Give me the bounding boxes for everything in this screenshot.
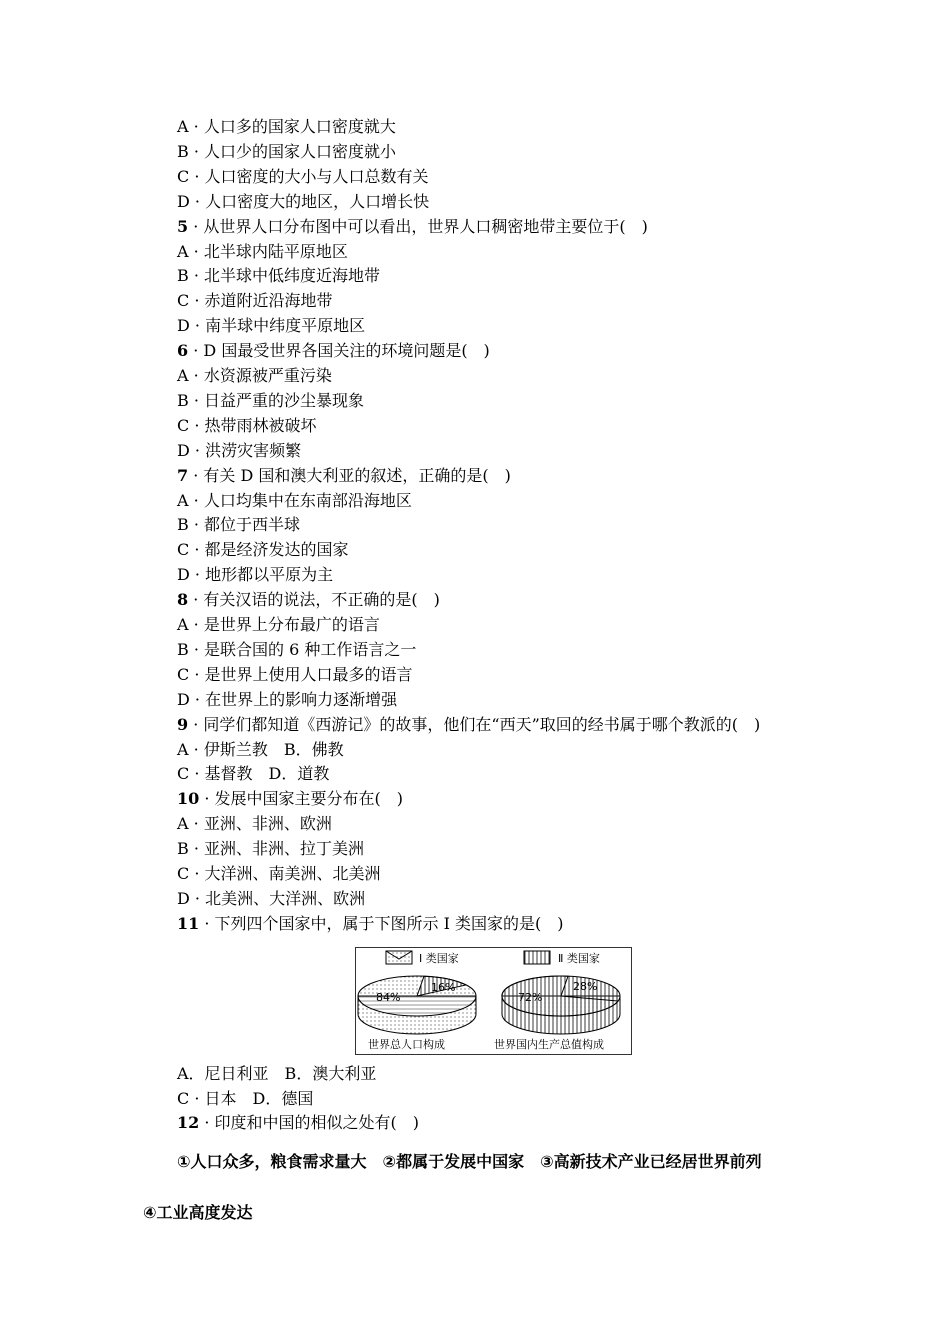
- line-text: C · 赤道附近沿海地带: [177, 291, 333, 311]
- line-text: C · 热带雨林被破坏: [177, 415, 317, 435]
- caption-gdp: 世界国内生产总值构成: [494, 1038, 604, 1051]
- question-number: 8: [177, 590, 189, 610]
- line-text: B · 北半球中低纬度近海地带: [177, 266, 381, 286]
- line-text: B · 是联合国的 6 种工作语言之一: [177, 639, 417, 659]
- answer-option: [177, 366, 332, 386]
- answer-option: [177, 416, 317, 436]
- legend-type2-label: Ⅱ 类国家: [558, 952, 600, 965]
- answer-option: [177, 291, 333, 311]
- answer-option: [177, 1089, 313, 1109]
- line-text: D · 地形都以平原为主: [177, 565, 334, 585]
- legend-type1: [386, 951, 459, 965]
- answer-option: [177, 515, 300, 535]
- line-text: A · 人口多的国家人口密度就大: [177, 117, 396, 136]
- line-text: · D 国最受世界各国关注的环境问题是( ): [188, 341, 490, 361]
- line-text: D · 人口密度大的地区，人口增长快: [177, 191, 430, 211]
- line-text: B · 日益严重的沙尘暴现象: [177, 390, 365, 410]
- line-text: D · 北美洲、大洋洲、欧洲: [177, 888, 366, 908]
- answer-option: [177, 740, 344, 760]
- options-line-1: ①人口众多，粮食需求量大 ②都属于发展中国家 ③高新技术产业已经居世界前列: [177, 1152, 762, 1171]
- line-text: D · 在世界上的影响力逐渐增强: [177, 689, 398, 709]
- question-stem: [177, 217, 648, 237]
- answer-option: [177, 889, 365, 909]
- line-text: · 有关汉语的说法，不正确的是( ): [188, 590, 440, 610]
- answer-option: [177, 1064, 376, 1084]
- answer-option: [177, 391, 364, 411]
- options-line-2: ④工业高度发达: [143, 1203, 253, 1222]
- line-text: A · 人口均集中在东南部沿海地区: [177, 490, 412, 510]
- answer-option: [177, 167, 429, 187]
- pie-population: [358, 976, 476, 1034]
- legend-type2-swatch: [524, 951, 550, 964]
- legend-type1-label: Ⅰ 类国家: [419, 952, 459, 965]
- pie-chart-figure: [355, 947, 632, 1055]
- line-text: C · 人口密度的大小与人口总数有关: [177, 166, 429, 186]
- answer-option: [177, 266, 380, 286]
- pie-gdp-minor-label: 28%: [573, 980, 598, 993]
- answer-option: [177, 316, 365, 336]
- answer-option: [177, 192, 429, 212]
- line-text: D · 南半球中纬度平原地区: [177, 316, 366, 336]
- line-text: B · 亚洲、非洲、拉丁美洲: [177, 839, 365, 859]
- answer-option: [177, 565, 333, 585]
- line-text: C · 基督教 D．道教: [177, 764, 330, 784]
- question-stem: [177, 1113, 419, 1133]
- line-text: · 发展中国家主要分布在( ): [199, 789, 404, 809]
- line-text: · 有关 D 国和澳大利亚的叙述，正确的是( ): [188, 465, 511, 485]
- pie-chart-svg: [356, 948, 631, 1054]
- line-text: A · 伊斯兰教 B．佛教: [177, 739, 344, 759]
- pie-population-major-label: 84%: [376, 991, 401, 1004]
- answer-option: [177, 491, 412, 511]
- legend-type2: [524, 951, 600, 965]
- line-text: A · 北半球内陆平原地区: [177, 241, 348, 261]
- line-text: C · 都是经济发达的国家: [177, 540, 349, 560]
- question-number: 5: [177, 216, 189, 236]
- question-number: 9: [177, 714, 189, 734]
- line-text: C · 是世界上使用人口最多的语言: [177, 664, 413, 684]
- question-number: 7: [177, 465, 189, 485]
- question-number: 11: [177, 913, 200, 933]
- question-number: 10: [177, 789, 200, 809]
- line-text: B · 都位于西半球: [177, 515, 301, 535]
- line-text: A · 是世界上分布最广的语言: [177, 615, 380, 634]
- answer-option: [177, 864, 381, 884]
- answer-option: [177, 814, 332, 834]
- line-text: C · 日本 D．德国: [177, 1088, 314, 1108]
- answer-option: [177, 640, 416, 660]
- question-stem: [177, 590, 440, 610]
- answer-option: [177, 839, 364, 859]
- question-stem: [177, 715, 760, 735]
- line-text: C · 大洋洲、南美洲、北美洲: [177, 864, 381, 883]
- answer-option: [177, 615, 380, 635]
- answer-option: [177, 441, 301, 461]
- line-text: · 从世界人口分布图中可以看出，世界人口稠密地带主要位于( ): [188, 216, 648, 236]
- answer-option: [177, 665, 413, 685]
- question-number: 6: [177, 341, 189, 361]
- caption-population: 世界总人口构成: [368, 1038, 445, 1051]
- question-stem: [177, 341, 490, 361]
- line-text: A · 亚洲、非洲、欧洲: [177, 814, 332, 834]
- question-stem: [177, 914, 564, 934]
- line-text: A．尼日利亚 B．澳大利亚: [177, 1064, 377, 1083]
- line-text: D · 洪涝灾害频繁: [177, 440, 302, 460]
- question-stem: [177, 789, 403, 809]
- answer-option: [177, 764, 329, 784]
- answer-option: [177, 242, 348, 262]
- pie-gdp: [502, 976, 620, 1034]
- line-text: A · 水资源被严重污染: [177, 366, 332, 385]
- line-text: · 下列四个国家中，属于下图所示 Ⅰ 类国家的是( ): [199, 913, 564, 933]
- pie-population-minor-label: 16%: [431, 981, 456, 994]
- line-text: · 印度和中国的相似之处有( ): [199, 1113, 420, 1132]
- answer-option: [177, 690, 397, 710]
- line-text: · 同学们都知道《西游记》的故事，他们在“西天”取回的经书属于哪个教派的( ): [188, 714, 761, 734]
- answer-option: [177, 142, 396, 162]
- question-number: 12: [177, 1113, 200, 1132]
- answer-option: [177, 540, 349, 560]
- pie-gdp-major-label: 72%: [518, 991, 543, 1004]
- line-text: B · 人口少的国家人口密度就小: [177, 141, 397, 161]
- question-stem: [177, 466, 511, 486]
- answer-option: [177, 117, 396, 137]
